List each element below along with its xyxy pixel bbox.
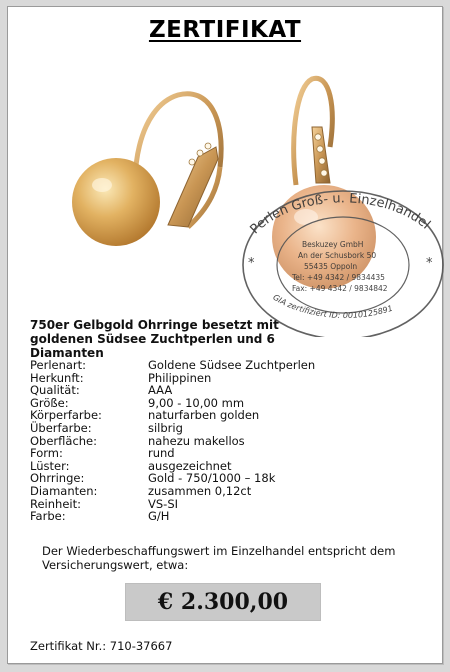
stamp-bottom-text: GIA zertifiziert ID: 0010125891: [271, 292, 394, 320]
certificate-card: [7, 6, 443, 664]
spec-row-ohrringe: Ohrringe: Gold - 750/1000 – 18k: [30, 471, 276, 486]
certificate-number: Zertifikat Nr.: 710-37667: [30, 639, 173, 653]
spec-row-qualitaet: Qualität: AAA: [30, 383, 173, 398]
spec-row-herkunft: Herkunft: Philippinen: [30, 370, 212, 385]
earring-photo: [68, 67, 448, 337]
stamp-line-3: 55435 Oppoln: [304, 262, 358, 271]
left-earring: [72, 94, 221, 246]
stamp-arc-text: Perlen Groß- u. Einzelhandel: [247, 191, 433, 238]
spec-row-oberflaeche: Oberfläche: nahezu makellos: [30, 433, 245, 448]
price-value: € 2.300,00: [157, 589, 289, 615]
stamp-line-4: Tel: +49 4342 / 9834435: [292, 273, 385, 282]
certificate-title: ZERTIFIKAT: [148, 17, 302, 43]
spec-row-reinheit: Reinheit: VS-SI: [30, 496, 179, 511]
price-box: [125, 583, 321, 621]
stamp-line-1: Beskuzey GmbH: [302, 240, 364, 249]
replacement-value-note: Der Wiederbeschaffungswert im Einzelhandel entspricht dem Versicherungswert, etwa:: [42, 544, 396, 572]
stamp-line-2: An der Schusbork 50: [298, 251, 377, 260]
spec-row-luester: Lüster: ausgezeichnet: [30, 458, 232, 473]
spec-row-ueberfarbe: Überfarbe: silbrig: [30, 420, 183, 435]
star-left-icon: *: [248, 256, 255, 271]
spec-row-form: Form: rund: [30, 446, 175, 461]
star-right-icon: *: [426, 256, 433, 271]
spec-row-diamanten: Diamanten: zusammen 0,12ct: [30, 483, 252, 498]
headline-line-1: 750er Gelbgold Ohrringe besetzt mit: [30, 318, 279, 332]
spec-row-groesse: Größe: 9,00 - 10,00 mm: [30, 395, 245, 410]
spec-row-perlenart: Perlenart: Goldene Südsee Zuchtperlen: [30, 358, 316, 372]
product-headline: [30, 318, 350, 360]
spec-table: [30, 359, 315, 523]
spec-row-farbe: Farbe: G/H: [30, 509, 170, 524]
headline-line-2: goldenen Südsee Zuchtperlen und 6 Diamanten: [30, 332, 275, 360]
stamp-line-5: Fax: +49 4342 / 9834842: [292, 284, 388, 293]
spec-row-koerperfarbe: Körperfarbe: naturfarben golden: [30, 408, 260, 423]
